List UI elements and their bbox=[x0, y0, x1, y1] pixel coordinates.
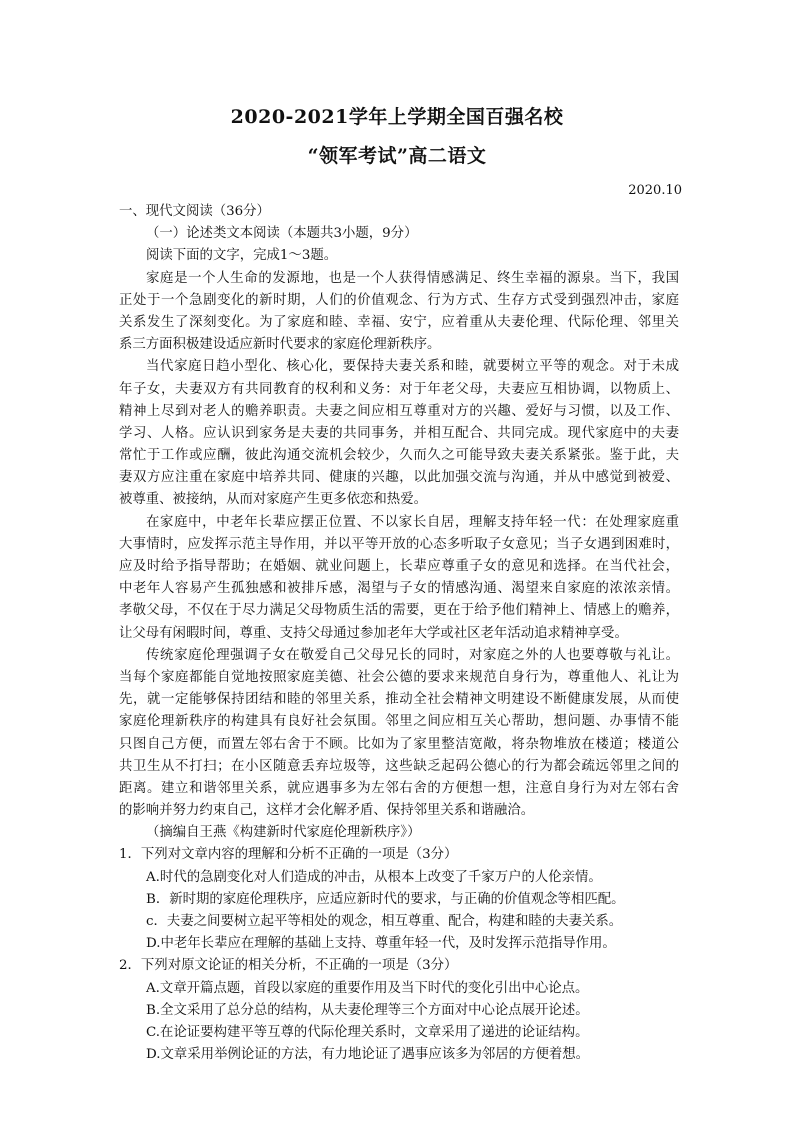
passage-source: （摘编自王燕《构建新时代家庭伦理新秩序》） bbox=[146, 825, 421, 841]
exam-title-line1: 2020-2021学年上学期全国百强名校 bbox=[230, 106, 564, 128]
passage-paragraph-1 bbox=[119, 268, 679, 357]
reading-instruction: 阅读下面的文字，完成1～3题。 bbox=[146, 248, 338, 264]
passage-line: 妻双方应注重在家庭中培养共同、健康的兴趣，以此加强交流与沟通，并从中感觉到被爱、 bbox=[119, 470, 679, 486]
passage-line: 当每个家庭都能自觉地按照家庭美德、社会公德的要求来规范自身行为，尊重他人、礼让为 bbox=[119, 669, 679, 685]
passage-line: 传统家庭伦理强调子女在敬爱自己父母兄长的同时，对家庭之外的人也要尊敬与礼让。 bbox=[146, 647, 679, 663]
question-option-b: B．新时期的家庭伦理秩序，应适应新时代的要求，与正确的价值观念等相匹配。 bbox=[146, 891, 625, 907]
passage-paragraph-4 bbox=[119, 645, 679, 823]
passage-line: 家庭是一个人生命的发源地，也是一个人获得情感满足、终生幸福的源泉。当下，我国 bbox=[146, 270, 679, 286]
passage-line: 大事情时，应发挥示范主导作用，并以平等开放的心态多听取子女意见；当子女遇到困难时， bbox=[119, 536, 679, 552]
passage-line: 的影响并努力约束自己，这样才会化解矛盾、保持邻里关系和谐融洽。 bbox=[119, 803, 535, 819]
exam-body bbox=[119, 201, 679, 1066]
exam-title-line2: “领军考试”高二语文 bbox=[307, 145, 487, 167]
question-stem: 1．下列对文章内容的理解和分析不正确的一项是（3分） bbox=[119, 847, 458, 863]
passage-line: 共卫生从不打扫；在小区随意丢弃垃圾等，这些缺乏起码公德心的行为都会疏远邻里之间的 bbox=[119, 758, 679, 774]
passage-line: 当代家庭日趋小型化、核心化，要保持夫妻关系和睦，就要树立平等的观念。对于未成 bbox=[146, 359, 679, 375]
passage-line: 正处于一个急剧变化的新时期，人们的价值观念、行为方式、生存方式受到强烈冲击，家庭 bbox=[119, 292, 679, 308]
passage-line: 孝敬父母，不仅在于尽力满足父母物质生活的需要，更在于给予他们精神上、情感上的赡养， bbox=[119, 603, 679, 619]
passage-line: 应及时给予指导帮助；在婚姻、就业问题上，长辈应尊重子女的意见和选择。在当代社会， bbox=[119, 559, 679, 574]
question-option-a: A.时代的急剧变化对人们造成的冲击，从根本上改变了千家万户的人伦亲情。 bbox=[146, 869, 602, 885]
passage-line: 关系发生了深刻变化。为了家庭和睦、幸福、安宁，应着重从夫妻伦理、代际伦理、邻里关 bbox=[119, 314, 679, 330]
question-option-d: D.中老年长辈应在理解的基础上支持、尊重年轻一代，及时发挥示范指导作用。 bbox=[146, 936, 616, 952]
passage-line: 距离。建立和谐邻里关系，就应遇事多为左邻右舍的方便想一想，注意自身行为对左邻右舍 bbox=[119, 780, 679, 796]
passage-line: 精神上尽到对老人的赡养职责。夫妻之间应相互尊重对方的兴趣、爱好与习惯，以及工作、 bbox=[119, 403, 679, 419]
passage-line: 家庭伦理新秩序的构建具有良好社会氛围。邻里之间应相互关心帮助，想问题、办事情不能 bbox=[119, 714, 679, 730]
question-option-c: C.在论证要构建平等互尊的代际伦理关系时，文章采用了递进的论证结构。 bbox=[146, 1024, 589, 1040]
passage-line: 常忙于工作或应酬，彼此沟通交流机会较少，久而久之可能导致夫妻关系紧张。鉴于此，夫 bbox=[119, 448, 679, 464]
passage-paragraph-2 bbox=[119, 356, 679, 511]
question-2 bbox=[119, 955, 679, 1066]
passage-line: 让父母有闲暇时间，尊重、支持父母通过参加老年大学或社区老年活动追求精神享受。 bbox=[119, 625, 628, 641]
sub-section-heading: （一）论述类文本阅读（本题共3小题，9分） bbox=[146, 226, 418, 242]
question-option-d: D.文章采用举例论证的方法，有力地论证了遇事应该多为邻居的方便着想。 bbox=[146, 1047, 590, 1063]
passage-line: 先，就一定能够保持团结和睦的邻里关系，推动全社会精神文明建设不断健康发展，从而使 bbox=[119, 692, 679, 708]
passage-line: 年子女，夫妻双方有共同教育的权利和义务：对于年老父母，夫妻应互相协调，以物质上、 bbox=[119, 381, 679, 397]
section-heading: 一、现代文阅读（36分） bbox=[119, 204, 270, 219]
passage-paragraph-3 bbox=[119, 512, 679, 645]
passage-line: 只图自己方便，而置左邻右舍于不顾。比如为了家里整洁宽敞，将杂物堆放在楼道；楼道公 bbox=[119, 736, 679, 752]
question-stem: 2．下列对原文论证的相关分析，不正确的一项是（3分） bbox=[119, 958, 458, 974]
question-option-c: c．夫妻之间要树立起平等相处的观念，相互尊重、配合，构建和睦的夫妻关系。 bbox=[146, 914, 623, 929]
exam-date: 2020.10 bbox=[628, 183, 682, 198]
question-1 bbox=[119, 844, 679, 955]
passage-line: 被尊重、被接纳，从而对家庭产生更多依恋和热爱。 bbox=[119, 492, 427, 508]
passage-line: 学习、人格。应认识到家务是夫妻的共同事务，并相互配合、共同完成。现代家庭中的夫妻 bbox=[119, 425, 679, 441]
question-option-a: A.文章开篇点题，首段以家庭的重要作用及当下时代的变化引出中心论点。 bbox=[146, 980, 589, 996]
passage-line: 系三方面积极建设适应新时代要求的家庭伦理新秩序。 bbox=[119, 337, 441, 353]
passage-line: 在家庭中，中老年长辈应摆正位置、不以家长自居，理解支持年轻一代：在处理家庭重 bbox=[146, 514, 679, 530]
passage-line: 中老年人容易产生孤独感和被排斥感，渴望与子女的情感沟通、渴望来自家庭的浓浓亲情。 bbox=[119, 581, 679, 597]
question-option-b: B.全文采用了总分总的结构，从夫妻伦理等三个方面对中心论点展开论述。 bbox=[146, 1002, 589, 1018]
